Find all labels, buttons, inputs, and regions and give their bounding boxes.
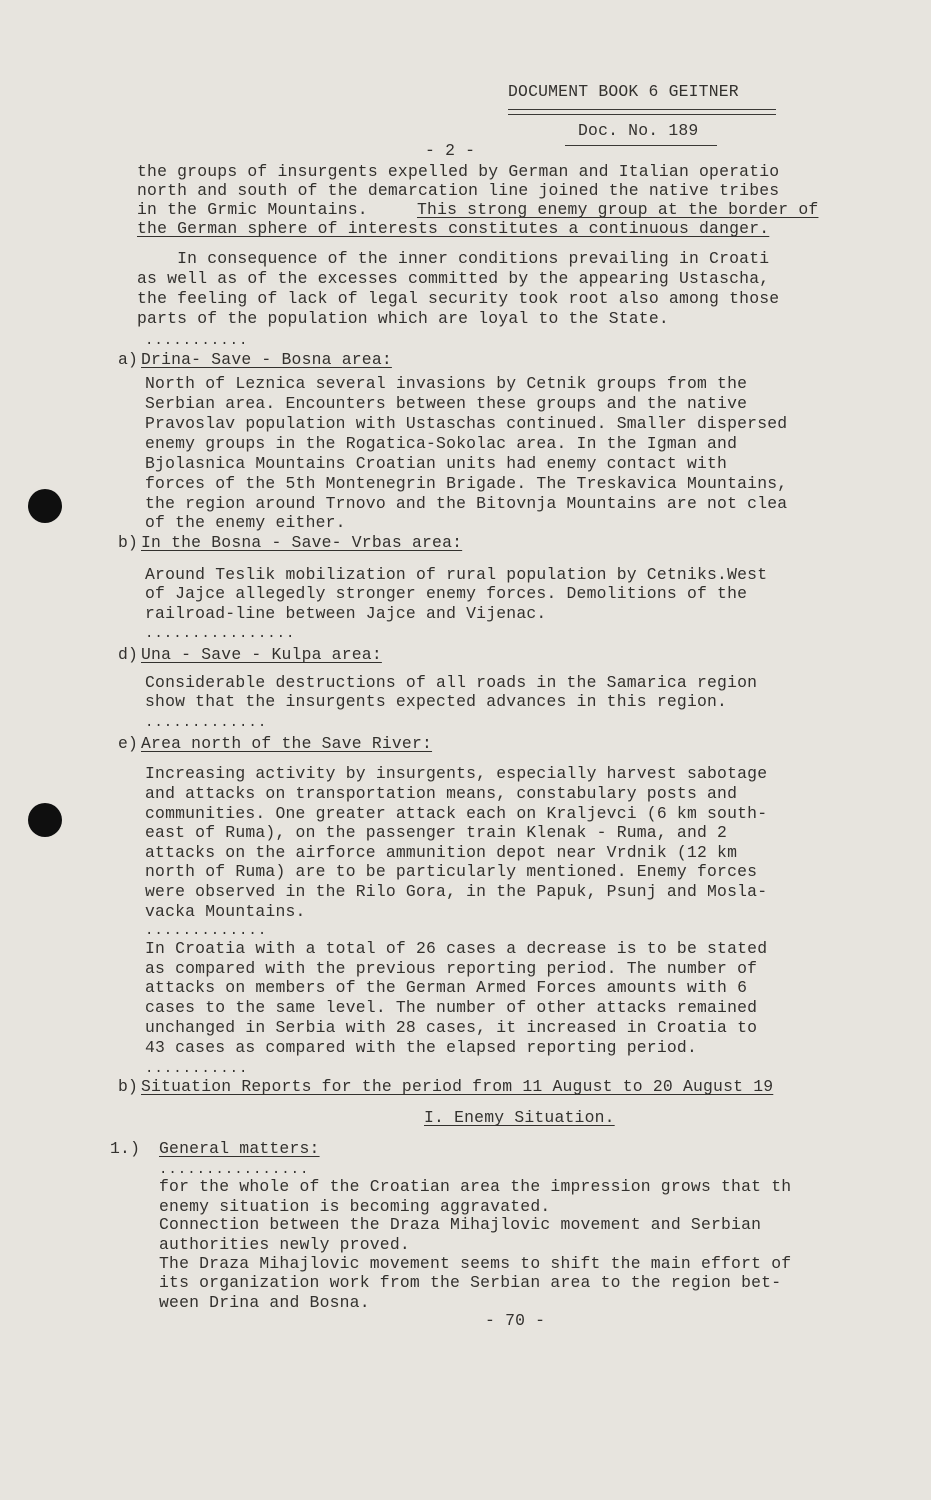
punch-hole-bottom (28, 803, 62, 837)
section-e-marker: e) (118, 734, 139, 753)
section-a-line: enemy groups in the Rogatica-Sokolac area. In the Igman and (145, 434, 738, 453)
section-b1-line: Around Teslik mobilization of rural population by Cetniks.West (145, 565, 768, 584)
para2-line-3: the feeling of lack of legal security took root also among those (137, 289, 780, 308)
doc-number-rule (565, 145, 717, 146)
section-a-line: Bjolasnica Mountains Croatian units had enemy contact with (145, 454, 728, 473)
section-a-line: the region around Trnovo and the Bitovnja Mountains are not clea (145, 494, 788, 513)
para2-line-1: In consequence of the inner conditions prevailing in Croati (137, 249, 770, 268)
section-a-heading: Drina- Save - Bosna area: (141, 350, 392, 369)
croatia-line: 43 cases as compared with the elapsed reporting period. (145, 1038, 697, 1057)
section-d-line: Considerable destructions of all roads in the Samarica region (145, 673, 758, 692)
section-b2-marker: b) (118, 1077, 139, 1096)
croatia-line: unchanged in Serbia with 28 cases, it increased in Croatia to (145, 1018, 758, 1037)
section-d-line: show that the insurgents expected advances in this region. (145, 692, 728, 711)
section-a-marker: a) (118, 350, 139, 369)
general-line: ween Drina and Bosna. (159, 1293, 370, 1312)
section-a-line: Pravoslav population with Ustaschas continued. Smaller dispersed (145, 414, 788, 433)
section-b1-heading: In the Bosna - Save- Vrbas area: (141, 533, 463, 552)
intro-line-2: north and south of the demarcation line joined the native tribes (137, 181, 780, 200)
ellipsis-3: ............. (145, 715, 268, 731)
ellipsis-1: ........... (145, 333, 249, 349)
section-b1-line: railroad-line between Jajce and Vijenac. (145, 604, 547, 623)
croatia-line: In Croatia with a total of 26 cases a decrease is to be stated (145, 939, 768, 958)
section-e-line: Increasing activity by insurgents, especially harvest sabotage (145, 764, 768, 783)
general-line: The Draza Mihajlovic movement seems to shift the main effort of (159, 1254, 792, 1273)
page-number: - 70 - (485, 1311, 546, 1330)
section-e-heading: Area north of the Save River: (141, 734, 433, 753)
para2-line-2: as well as of the excesses committed by the appearing Ustascha, (137, 269, 770, 288)
section-d-heading: Una - Save - Kulpa area: (141, 645, 382, 664)
section-d-marker: d) (118, 645, 139, 664)
section-e-line: north of Ruma) are to be particularly mentioned. Enemy forces (145, 862, 758, 881)
para2-line-4: parts of the population which are loyal to the State. (137, 309, 669, 328)
section-a-line: North of Leznica several invasions by Cetnik groups from the (145, 374, 748, 393)
section-b2-heading: Situation Reports for the period from 11 August to 20 August 19 (141, 1077, 774, 1096)
ellipsis-4: ............. (145, 923, 268, 939)
document-book-label: DOCUMENT BOOK 6 GEITNER (508, 82, 739, 101)
general-line: its organization work from the Serbian area to the region bet- (159, 1273, 782, 1292)
intro-line-3a: in the Grmic Mountains. (137, 200, 368, 219)
header-rule-2 (508, 114, 776, 115)
general-line: Connection between the Draza Mihajlovic movement and Serbian (159, 1215, 762, 1234)
section-a-line: of the enemy either. (145, 513, 346, 532)
ellipsis-6: ................ (159, 1162, 310, 1178)
ellipsis-2: ................ (145, 626, 296, 642)
section-e-line: communities. One greater attack each on Kraljevci (6 km south- (145, 804, 768, 823)
croatia-line: attacks on members of the German Armed Forces amounts with 6 (145, 978, 748, 997)
section-e-line: attacks on the airforce ammunition depot near Vrdnik (12 km (145, 843, 738, 862)
section-e-line: and attacks on transportation means, constabulary posts and (145, 784, 738, 803)
intro-line-4: the German sphere of interests constitutes a continuous danger. (137, 219, 770, 238)
page-marker: - 2 - (425, 141, 476, 160)
general-line: for the whole of the Croatian area the impression grows that th (159, 1177, 792, 1196)
header-rule-1 (508, 109, 776, 110)
general-heading: General matters: (159, 1139, 320, 1158)
general-line: enemy situation is becoming aggravated. (159, 1197, 551, 1216)
section-a-line: Serbian area. Encounters between these groups and the native (145, 394, 748, 413)
intro-line-3b: This strong enemy group at the border of (417, 200, 819, 219)
punch-hole-top (28, 489, 62, 523)
section-b1-line: of Jajce allegedly stronger enemy forces. Demolitions of the (145, 584, 748, 603)
section-a-line: forces of the 5th Montenegrin Brigade. The Treskavica Mountains, (145, 474, 788, 493)
general-line: authorities newly proved. (159, 1235, 410, 1254)
intro-line-1: the groups of insurgents expelled by German and Italian operatio (137, 162, 780, 181)
ellipsis-5: ........... (145, 1061, 249, 1077)
doc-number: Doc. No. 189 (578, 121, 699, 140)
section-b1-marker: b) (118, 533, 139, 552)
section-e-line: east of Ruma), on the passenger train Klenak - Ruma, and 2 (145, 823, 728, 842)
section-e-line: were observed in the Rilo Gora, in the Papuk, Psunj and Mosla- (145, 882, 768, 901)
enemy-situation-heading: I. Enemy Situation. (424, 1108, 615, 1127)
general-marker: 1.) (110, 1139, 141, 1158)
croatia-line: as compared with the previous reporting period. The number of (145, 959, 758, 978)
croatia-line: cases to the same level. The number of other attacks remained (145, 998, 758, 1017)
section-e-line: vacka Mountains. (145, 902, 306, 921)
